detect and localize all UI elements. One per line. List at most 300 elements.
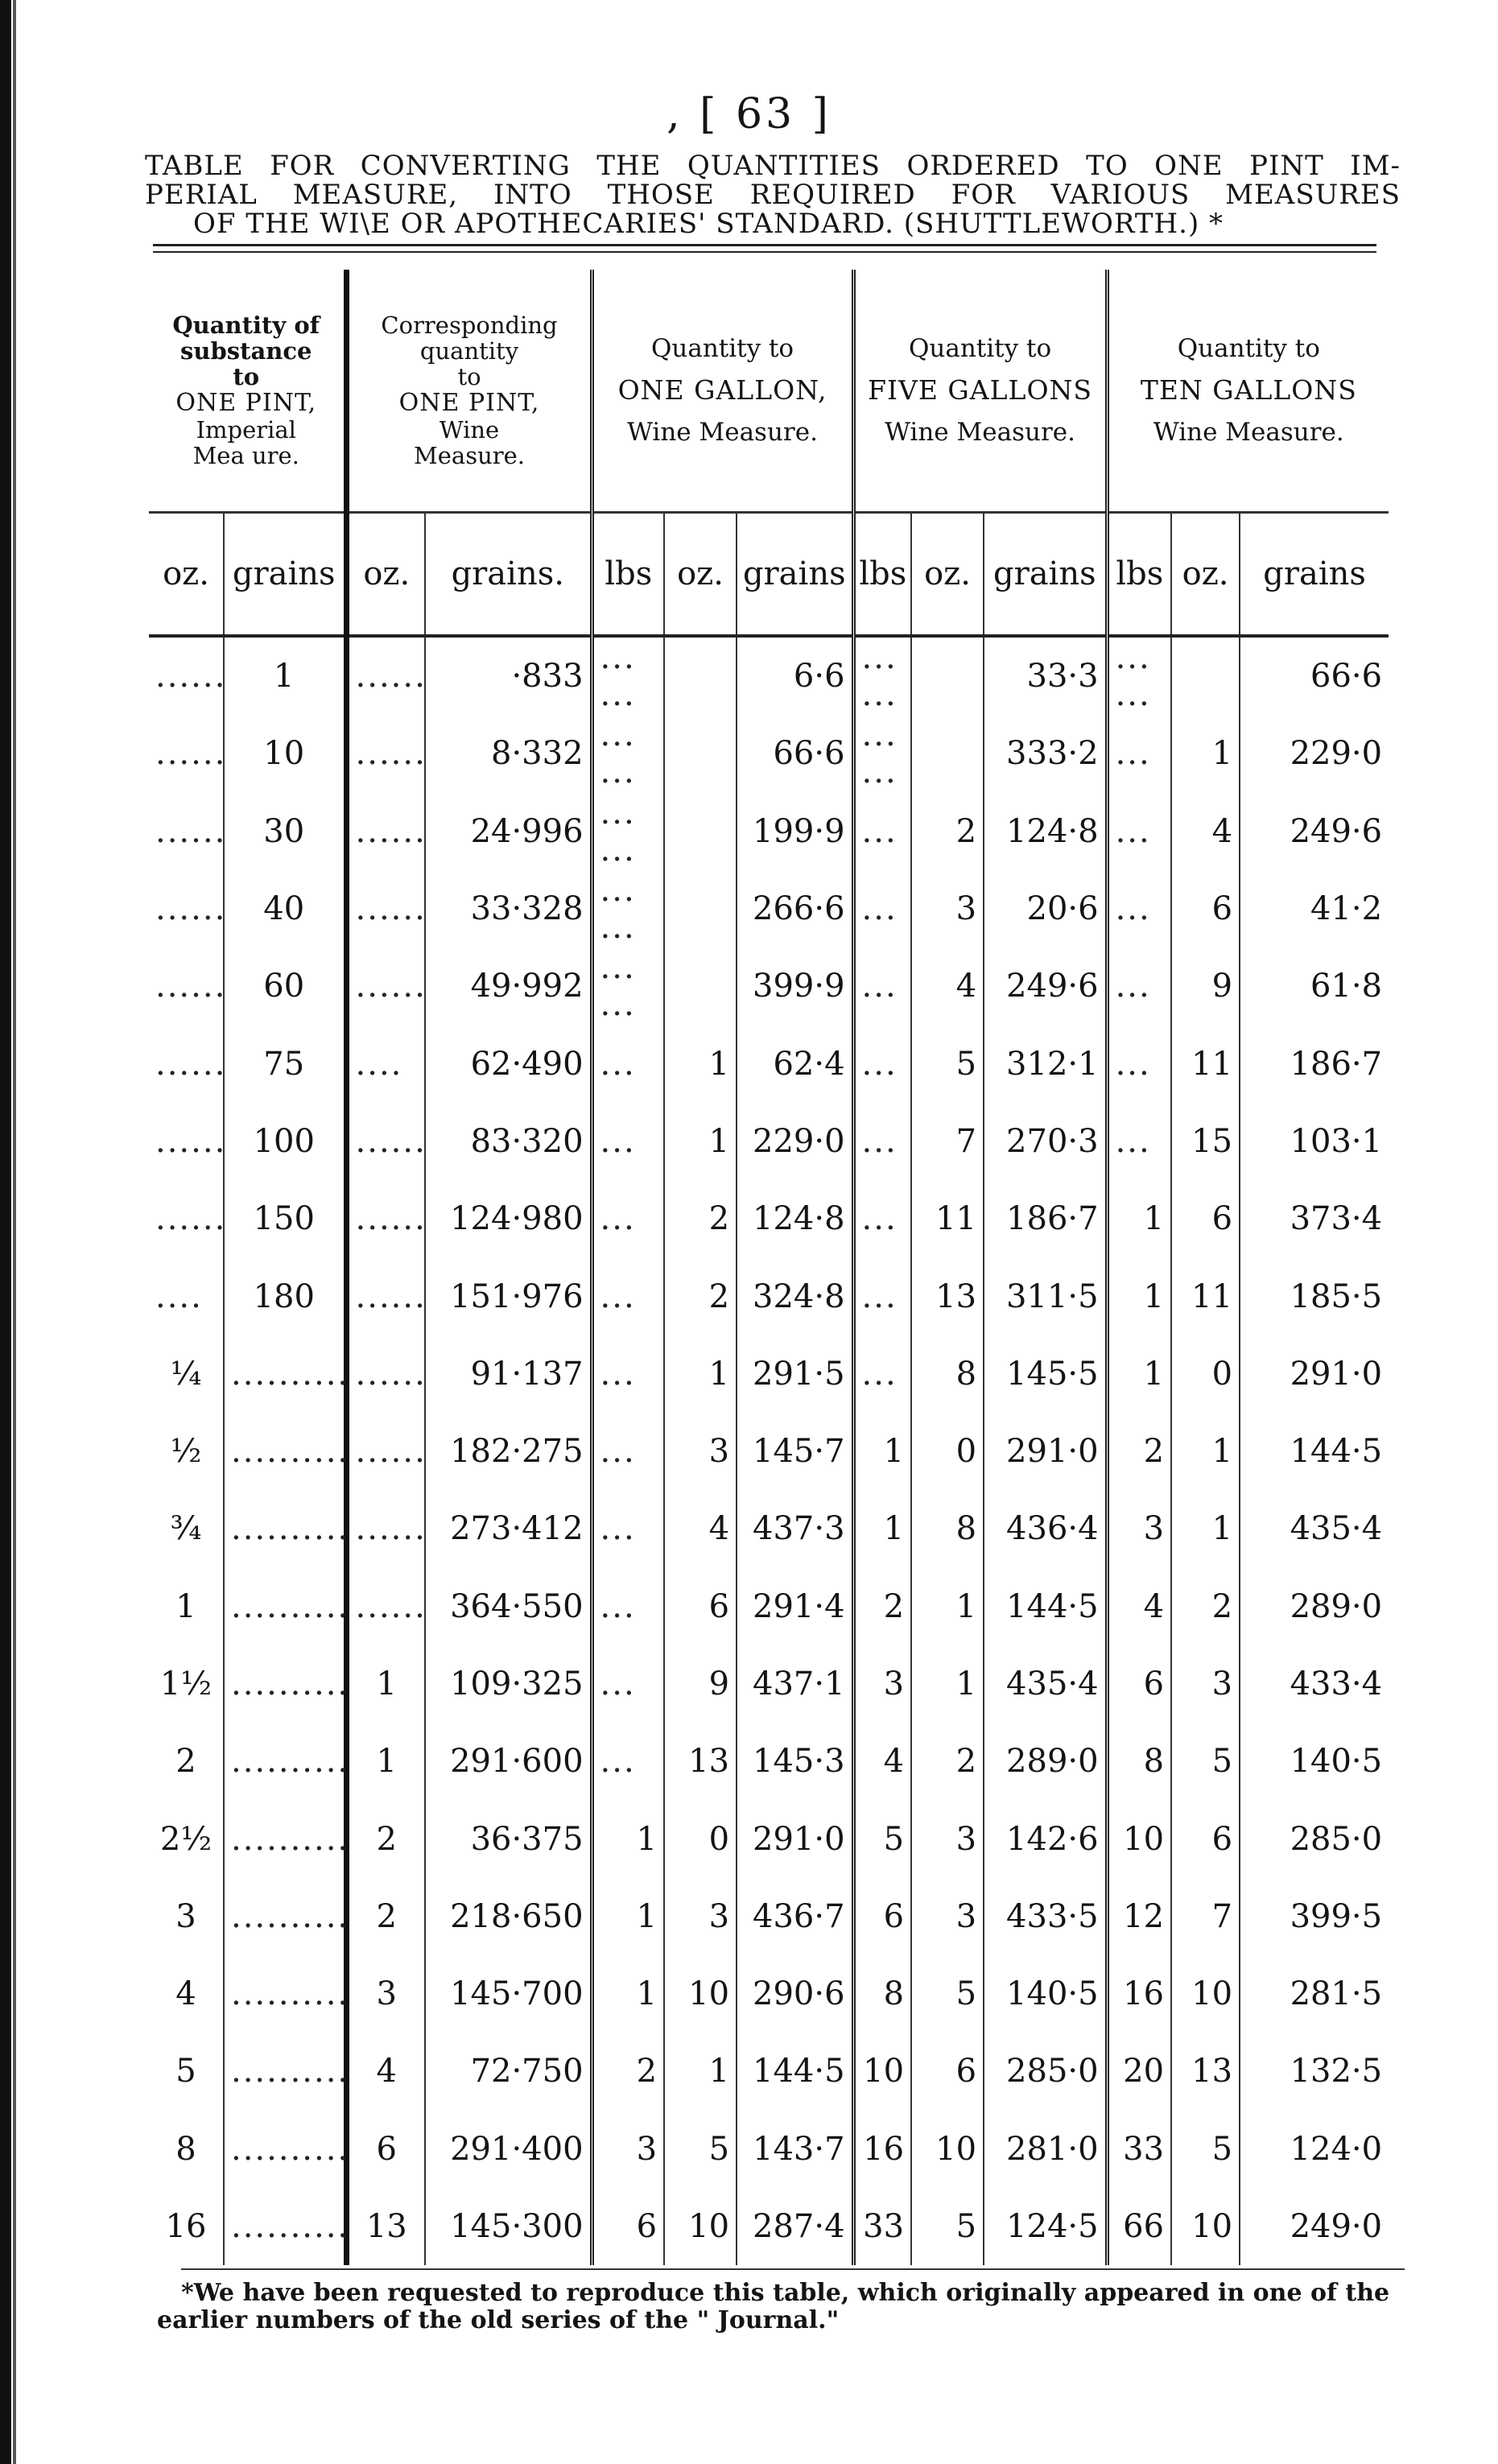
footnote [157, 2280, 1413, 2334]
cell-ten-gal-oz: 1 [1171, 715, 1240, 792]
cell-imperial-grains: .......... [224, 1878, 346, 1955]
cell-gallon-oz: 3 [664, 1878, 737, 1955]
cell-ten-gal-grains: 124·0 [1240, 2111, 1389, 2188]
table-row [149, 1335, 1389, 1413]
cell-imperial-grains: 1 [224, 636, 346, 715]
cell-wine-oz: 1 [346, 1723, 425, 1800]
footnote-line-1: *We have been requested to reproduce this table, which originally appeared in one of the [181, 2279, 1390, 2307]
cell-five-gal-lbs: 8 [853, 1955, 911, 2033]
cell-imperial-oz: 1½ [159, 1665, 213, 1703]
cell-five-gal-oz: 11 [911, 1180, 984, 1257]
cell-ten-gal-oz: 10 [1171, 2188, 1240, 2265]
cell-gallon-oz: 5 [664, 2111, 737, 2188]
cell-wine-oz: ...... [346, 715, 425, 792]
cell-gallon-grains: 6·6 [737, 636, 853, 715]
page-number: , [ 63 ] [666, 90, 832, 138]
cell-gallon-lbs: ... [592, 1413, 664, 1490]
group-header-ten-gallons: Quantity to TEN GALLONS Wine Measure. [1107, 270, 1389, 513]
cell-gallon-lbs: ... [592, 1257, 664, 1335]
cell-five-gal-oz: 5 [911, 2188, 984, 2265]
cell-five-gal-lbs: ... ... [853, 715, 911, 792]
cell-wine-grains: 109·325 [425, 1645, 592, 1723]
cell-gallon-lbs: ... ... [592, 715, 664, 792]
cell-ten-gal-grains: 289·0 [1240, 1568, 1389, 1645]
cell-five-gal-grains: 144·5 [984, 1568, 1107, 1645]
cell-gallon-grains: 291·5 [737, 1335, 853, 1413]
table-row [149, 1490, 1389, 1567]
cell-ten-gal-grains: 229·0 [1240, 715, 1389, 792]
cell-gallon-lbs: ... ... [592, 793, 664, 870]
table-row [149, 1413, 1389, 1490]
cell-wine-oz: ...... [346, 1568, 425, 1645]
cell-wine-grains: 364·550 [425, 1568, 592, 1645]
cell-wine-oz: ...... [346, 636, 425, 715]
table-title [145, 151, 1401, 238]
unit-header: grains [224, 513, 346, 637]
cell-wine-grains: 182·275 [425, 1413, 592, 1490]
table-row [149, 870, 1389, 947]
cell-ten-gal-lbs: 66 [1107, 2188, 1171, 2265]
cell-wine-oz: 4 [346, 2033, 425, 2110]
table-row [149, 2111, 1389, 2188]
cell-imperial-grains: 180 [224, 1257, 346, 1335]
cell-five-gal-grains: 433·5 [984, 1878, 1107, 1955]
cell-wine-grains: 36·375 [425, 1800, 592, 1877]
cell-imperial-oz: 4 [175, 1975, 196, 2013]
unit-header: oz. [149, 513, 224, 637]
cell-gallon-lbs: 3 [592, 2111, 664, 2188]
cell-five-gal-oz: 3 [911, 1878, 984, 1955]
table-row [149, 1025, 1389, 1102]
cell-five-gal-grains: 33·3 [984, 636, 1107, 715]
cell-five-gal-lbs: ... [853, 793, 911, 870]
cell-wine-oz: .... [346, 1025, 425, 1102]
cell-gallon-grains: 266·6 [737, 870, 853, 947]
cell-ten-gal-grains: 103·1 [1240, 1103, 1389, 1180]
cell-wine-oz: ...... [346, 1413, 425, 1490]
cell-gallon-grains: 287·4 [737, 2188, 853, 2265]
cell-ten-gal-grains: 373·4 [1240, 1180, 1389, 1257]
cell-ten-gal-oz: 10 [1171, 1955, 1240, 2033]
cell-five-gal-grains: 291·0 [984, 1413, 1107, 1490]
cell-five-gal-grains: 289·0 [984, 1723, 1107, 1800]
unit-header: grains [1240, 513, 1389, 637]
unit-header: grains [737, 513, 853, 637]
cell-gallon-lbs: ... [592, 1723, 664, 1800]
cell-imperial-grains: .......... [224, 1645, 346, 1723]
cell-imperial-grains: .......... [224, 1568, 346, 1645]
cell-ten-gal-lbs: 8 [1107, 1723, 1171, 1800]
cell-five-gal-lbs: 2 [853, 1568, 911, 1645]
footnote-rule [181, 2268, 1405, 2270]
title-rule-bottom [153, 251, 1376, 253]
group-header-wine-pint: Corresponding quantity to ONE PINT, Wine Measure. [346, 270, 592, 513]
cell-ten-gal-grains: 435·4 [1240, 1490, 1389, 1567]
cell-imperial-grains: 10 [224, 715, 346, 792]
cell-imperial-grains: .......... [224, 1335, 346, 1413]
unit-header: oz. [664, 513, 737, 637]
title-line-2: PERIAL MEASURE, INTO THOSE REQUIRED FOR VARIOUS MEASURES [145, 179, 1401, 211]
cell-ten-gal-lbs: 12 [1107, 1878, 1171, 1955]
cell-imperial-grains: 40 [224, 870, 346, 947]
cell-five-gal-oz: 3 [911, 1800, 984, 1877]
cell-imperial-oz: ...... [155, 968, 227, 1005]
cell-five-gal-oz: 2 [911, 793, 984, 870]
cell-gallon-oz: 1 [664, 2033, 737, 2110]
cell-gallon-oz: 9 [664, 1645, 737, 1723]
cell-imperial-oz: ...... [155, 1122, 227, 1160]
cell-imperial-oz: ...... [155, 890, 227, 928]
cell-gallon-oz [664, 636, 737, 715]
cell-five-gal-lbs: 10 [853, 2033, 911, 2110]
cell-five-gal-grains: 140·5 [984, 1955, 1107, 2033]
cell-five-gal-oz: 10 [911, 2111, 984, 2188]
cell-wine-grains: 124·980 [425, 1180, 592, 1257]
cell-five-gal-grains: 311·5 [984, 1257, 1107, 1335]
cell-five-gal-lbs: ... [853, 1103, 911, 1180]
table-row [149, 947, 1389, 1025]
title-rule-top [153, 244, 1376, 246]
cell-five-gal-lbs: 1 [853, 1413, 911, 1490]
cell-wine-grains: 62·490 [425, 1025, 592, 1102]
cell-gallon-grains: 290·6 [737, 1955, 853, 2033]
cell-five-gal-lbs: ... ... [853, 636, 911, 715]
cell-ten-gal-lbs: 1 [1107, 1180, 1171, 1257]
cell-ten-gal-lbs: 4 [1107, 1568, 1171, 1645]
cell-five-gal-oz: 8 [911, 1335, 984, 1413]
cell-gallon-lbs: ... ... [592, 870, 664, 947]
cell-ten-gal-oz: 6 [1171, 1800, 1240, 1877]
cell-five-gal-lbs: ... [853, 1025, 911, 1102]
cell-gallon-grains: 436·7 [737, 1878, 853, 1955]
cell-imperial-oz: 2 [175, 1743, 196, 1781]
cell-wine-oz: 2 [346, 1878, 425, 1955]
unit-header: oz. [1171, 513, 1240, 637]
cell-five-gal-lbs: ... [853, 947, 911, 1025]
cell-gallon-lbs: ... ... [592, 636, 664, 715]
cell-wine-grains: ·833 [425, 636, 592, 715]
cell-five-gal-lbs: ... [853, 1335, 911, 1413]
cell-wine-grains: 83·320 [425, 1103, 592, 1180]
cell-five-gal-oz: 2 [911, 1723, 984, 1800]
table-row [149, 1568, 1389, 1645]
cell-imperial-oz: ¾ [170, 1510, 202, 1548]
cell-imperial-grains: 100 [224, 1103, 346, 1180]
cell-ten-gal-lbs: 1 [1107, 1335, 1171, 1413]
cell-gallon-oz [664, 870, 737, 947]
cell-five-gal-grains: 435·4 [984, 1645, 1107, 1723]
cell-gallon-lbs: ... [592, 1335, 664, 1413]
title-line-1: TABLE FOR CONVERTING THE QUANTITIES ORDERED TO ONE PINT IM- [145, 150, 1401, 182]
cell-five-gal-oz: 7 [911, 1103, 984, 1180]
cell-gallon-grains: 124·8 [737, 1180, 853, 1257]
cell-ten-gal-grains: 249·6 [1240, 793, 1389, 870]
cell-five-gal-lbs: ... [853, 1180, 911, 1257]
cell-five-gal-oz: 5 [911, 1955, 984, 2033]
cell-five-gal-oz: 3 [911, 870, 984, 947]
table-row [149, 2188, 1389, 2265]
cell-gallon-lbs: 1 [592, 1800, 664, 1877]
cell-gallon-oz: 1 [664, 1103, 737, 1180]
cell-wine-oz: ...... [346, 1180, 425, 1257]
cell-five-gal-oz: 13 [911, 1257, 984, 1335]
cell-ten-gal-grains: 66·6 [1240, 636, 1389, 715]
cell-ten-gal-lbs: 16 [1107, 1955, 1171, 2033]
table-row [149, 2033, 1389, 2110]
cell-gallon-grains: 437·3 [737, 1490, 853, 1567]
unit-header: oz. [911, 513, 984, 637]
cell-gallon-lbs: ... [592, 1025, 664, 1102]
table-row [149, 1800, 1389, 1877]
unit-header: grains. [425, 513, 592, 637]
cell-gallon-lbs: ... [592, 1490, 664, 1567]
cell-imperial-grains: .......... [224, 1800, 346, 1877]
cell-gallon-grains: 62·4 [737, 1025, 853, 1102]
cell-five-gal-lbs: 16 [853, 2111, 911, 2188]
cell-ten-gal-lbs: 6 [1107, 1645, 1171, 1723]
cell-gallon-oz: 4 [664, 1490, 737, 1567]
cell-five-gal-grains: 333·2 [984, 715, 1107, 792]
cell-wine-grains: 151·976 [425, 1257, 592, 1335]
cell-wine-oz: ...... [346, 793, 425, 870]
cell-ten-gal-lbs: ... [1107, 870, 1171, 947]
cell-ten-gal-lbs: ... [1107, 793, 1171, 870]
cell-gallon-grains: 291·0 [737, 1800, 853, 1877]
cell-gallon-grains: 399·9 [737, 947, 853, 1025]
cell-wine-oz: ...... [346, 1103, 425, 1180]
cell-imperial-grains: 30 [224, 793, 346, 870]
group-header-imperial-pint: Quantity of substance to ONE PINT, Imperial Mea ure. [172, 312, 320, 469]
cell-ten-gal-oz: 0 [1171, 1335, 1240, 1413]
cell-imperial-oz: 8 [175, 2130, 196, 2168]
cell-ten-gal-grains: 433·4 [1240, 1645, 1389, 1723]
cell-ten-gal-lbs: 3 [1107, 1490, 1171, 1567]
cell-ten-gal-lbs: ... [1107, 715, 1171, 792]
cell-gallon-lbs: ... ... [592, 947, 664, 1025]
cell-ten-gal-oz [1171, 636, 1240, 715]
cell-ten-gal-oz: 7 [1171, 1878, 1240, 1955]
cell-imperial-oz: 3 [175, 1897, 196, 1935]
cell-ten-gal-oz: 13 [1171, 2033, 1240, 2110]
cell-imperial-oz: 5 [175, 2053, 196, 2090]
cell-gallon-oz: 1 [664, 1025, 737, 1102]
table-row [149, 1723, 1389, 1800]
table-row [149, 1257, 1389, 1335]
cell-imperial-oz: ...... [155, 658, 227, 695]
cell-ten-gal-lbs: 2 [1107, 1413, 1171, 1490]
cell-imperial-oz: 16 [165, 2208, 207, 2246]
cell-wine-grains: 8·332 [425, 715, 592, 792]
cell-wine-oz: ...... [346, 1257, 425, 1335]
cell-gallon-lbs: 1 [592, 1955, 664, 2033]
cell-five-gal-lbs: 6 [853, 1878, 911, 1955]
unit-header: oz. [346, 513, 425, 637]
cell-ten-gal-grains: 186·7 [1240, 1025, 1389, 1102]
cell-ten-gal-oz: 15 [1171, 1103, 1240, 1180]
cell-imperial-grains: 150 [224, 1180, 346, 1257]
cell-ten-gal-oz: 11 [1171, 1025, 1240, 1102]
unit-header: lbs [592, 513, 664, 637]
cell-five-gal-oz: 0 [911, 1413, 984, 1490]
binding-edge-shadow [13, 0, 16, 2464]
cell-five-gal-lbs: 4 [853, 1723, 911, 1800]
cell-five-gal-grains: 312·1 [984, 1025, 1107, 1102]
table-row [149, 1955, 1389, 2033]
cell-gallon-oz [664, 715, 737, 792]
cell-ten-gal-oz: 2 [1171, 1568, 1240, 1645]
cell-ten-gal-lbs: 33 [1107, 2111, 1171, 2188]
cell-imperial-oz: ½ [170, 1433, 202, 1471]
cell-gallon-oz: 13 [664, 1723, 737, 1800]
cell-ten-gal-oz: 6 [1171, 1180, 1240, 1257]
group-header-row [149, 270, 1389, 513]
cell-wine-grains: 24·996 [425, 793, 592, 870]
cell-ten-gal-grains: 399·5 [1240, 1878, 1389, 1955]
cell-five-gal-grains: 186·7 [984, 1180, 1107, 1257]
unit-header: lbs [853, 513, 911, 637]
cell-gallon-lbs: ... [592, 1645, 664, 1723]
cell-five-gal-grains: 145·5 [984, 1335, 1107, 1413]
cell-gallon-grains: 66·6 [737, 715, 853, 792]
cell-imperial-oz: ...... [155, 812, 227, 850]
cell-gallon-oz: 2 [664, 1257, 737, 1335]
cell-imperial-grains: .......... [224, 1723, 346, 1800]
cell-five-gal-grains: 270·3 [984, 1103, 1107, 1180]
cell-gallon-grains: 144·5 [737, 2033, 853, 2110]
cell-gallon-oz: 10 [664, 2188, 737, 2265]
cell-wine-oz: ...... [346, 870, 425, 947]
cell-gallon-lbs: 1 [592, 1878, 664, 1955]
cell-gallon-oz: 2 [664, 1180, 737, 1257]
cell-five-gal-oz: 5 [911, 1025, 984, 1102]
cell-ten-gal-grains: 144·5 [1240, 1413, 1389, 1490]
cell-imperial-grains: .......... [224, 1955, 346, 2033]
cell-imperial-grains: .......... [224, 1490, 346, 1567]
cell-gallon-grains: 199·9 [737, 793, 853, 870]
cell-gallon-oz: 10 [664, 1955, 737, 2033]
cell-imperial-grains: 75 [224, 1025, 346, 1102]
cell-five-gal-grains: 281·0 [984, 2111, 1107, 2188]
cell-gallon-grains: 324·8 [737, 1257, 853, 1335]
cell-five-gal-lbs: ... [853, 1257, 911, 1335]
cell-gallon-grains: 291·4 [737, 1568, 853, 1645]
cell-imperial-grains: .......... [224, 2111, 346, 2188]
cell-five-gal-oz: 6 [911, 2033, 984, 2110]
cell-wine-grains: 291·400 [425, 2111, 592, 2188]
cell-five-gal-oz [911, 636, 984, 715]
cell-five-gal-grains: 142·6 [984, 1800, 1107, 1877]
cell-imperial-grains: .......... [224, 2033, 346, 2110]
table-row [149, 1180, 1389, 1257]
cell-wine-grains: 145·300 [425, 2188, 592, 2265]
cell-five-gal-lbs: 3 [853, 1645, 911, 1723]
cell-wine-grains: 33·328 [425, 870, 592, 947]
cell-five-gal-lbs: 33 [853, 2188, 911, 2265]
cell-ten-gal-lbs: ... [1107, 1103, 1171, 1180]
cell-imperial-oz: ...... [155, 1200, 227, 1238]
cell-ten-gal-lbs: 20 [1107, 2033, 1171, 2110]
cell-ten-gal-oz: 6 [1171, 870, 1240, 947]
cell-imperial-oz: ...... [155, 735, 227, 773]
cell-ten-gal-grains: 291·0 [1240, 1335, 1389, 1413]
cell-imperial-grains: 60 [224, 947, 346, 1025]
cell-ten-gal-oz: 5 [1171, 1723, 1240, 1800]
cell-wine-grains: 273·412 [425, 1490, 592, 1567]
cell-five-gal-oz [911, 715, 984, 792]
cell-ten-gal-lbs: 10 [1107, 1800, 1171, 1877]
cell-gallon-grains: 145·3 [737, 1723, 853, 1800]
binding-edge [0, 0, 11, 2464]
cell-five-gal-oz: 1 [911, 1645, 984, 1723]
cell-five-gal-oz: 8 [911, 1490, 984, 1567]
title-line-3: OF THE WI\E OR APOTHECARIES' STANDARD. (SHUTTLEWORTH.) * [193, 208, 1224, 240]
cell-gallon-oz: 3 [664, 1413, 737, 1490]
cell-gallon-lbs: ... [592, 1103, 664, 1180]
cell-imperial-grains: .......... [224, 2188, 346, 2265]
unit-header-row [149, 513, 1389, 637]
cell-wine-grains: 145·700 [425, 1955, 592, 2033]
cell-wine-oz: 13 [346, 2188, 425, 2265]
cell-five-gal-lbs: ... [853, 870, 911, 947]
cell-ten-gal-oz: 4 [1171, 793, 1240, 870]
cell-wine-grains: 91·137 [425, 1335, 592, 1413]
cell-five-gal-grains: 285·0 [984, 2033, 1107, 2110]
cell-gallon-oz [664, 947, 737, 1025]
cell-ten-gal-lbs: 1 [1107, 1257, 1171, 1335]
cell-wine-oz: ...... [346, 947, 425, 1025]
cell-ten-gal-lbs: ... [1107, 947, 1171, 1025]
cell-ten-gal-grains: 281·5 [1240, 1955, 1389, 2033]
cell-imperial-oz: ...... [155, 1045, 227, 1083]
cell-five-gal-grains: 20·6 [984, 870, 1107, 947]
cell-imperial-oz: 2½ [159, 1820, 213, 1858]
cell-ten-gal-oz: 3 [1171, 1645, 1240, 1723]
cell-five-gal-oz: 4 [911, 947, 984, 1025]
table-body [149, 636, 1389, 2265]
footnote-line-2: earlier numbers of the old series of the " Journal." [157, 2306, 840, 2334]
cell-wine-grains: 72·750 [425, 2033, 592, 2110]
cell-ten-gal-grains: 41·2 [1240, 870, 1389, 947]
cell-five-gal-grains: 436·4 [984, 1490, 1107, 1567]
cell-gallon-oz [664, 793, 737, 870]
table-row [149, 715, 1389, 792]
table-row [149, 1878, 1389, 1955]
unit-header: grains [984, 513, 1107, 637]
cell-five-gal-lbs: 5 [853, 1800, 911, 1877]
cell-ten-gal-grains: 61·8 [1240, 947, 1389, 1025]
cell-gallon-lbs: 6 [592, 2188, 664, 2265]
cell-ten-gal-oz: 1 [1171, 1413, 1240, 1490]
table-row [149, 636, 1389, 715]
cell-gallon-grains: 145·7 [737, 1413, 853, 1490]
cell-ten-gal-oz: 9 [1171, 947, 1240, 1025]
table-row [149, 1103, 1389, 1180]
cell-wine-grains: 218·650 [425, 1878, 592, 1955]
cell-wine-oz: 3 [346, 1955, 425, 2033]
cell-ten-gal-oz: 11 [1171, 1257, 1240, 1335]
table-row [149, 1645, 1389, 1723]
cell-ten-gal-grains: 285·0 [1240, 1800, 1389, 1877]
cell-wine-grains: 291·600 [425, 1723, 592, 1800]
cell-gallon-oz: 6 [664, 1568, 737, 1645]
unit-header: lbs [1107, 513, 1171, 637]
conversion-table [149, 270, 1389, 2265]
cell-imperial-oz: ¼ [170, 1355, 202, 1393]
cell-ten-gal-grains: 140·5 [1240, 1723, 1389, 1800]
cell-wine-oz: ...... [346, 1335, 425, 1413]
cell-ten-gal-grains: 132·5 [1240, 2033, 1389, 2110]
cell-gallon-lbs: 2 [592, 2033, 664, 2110]
